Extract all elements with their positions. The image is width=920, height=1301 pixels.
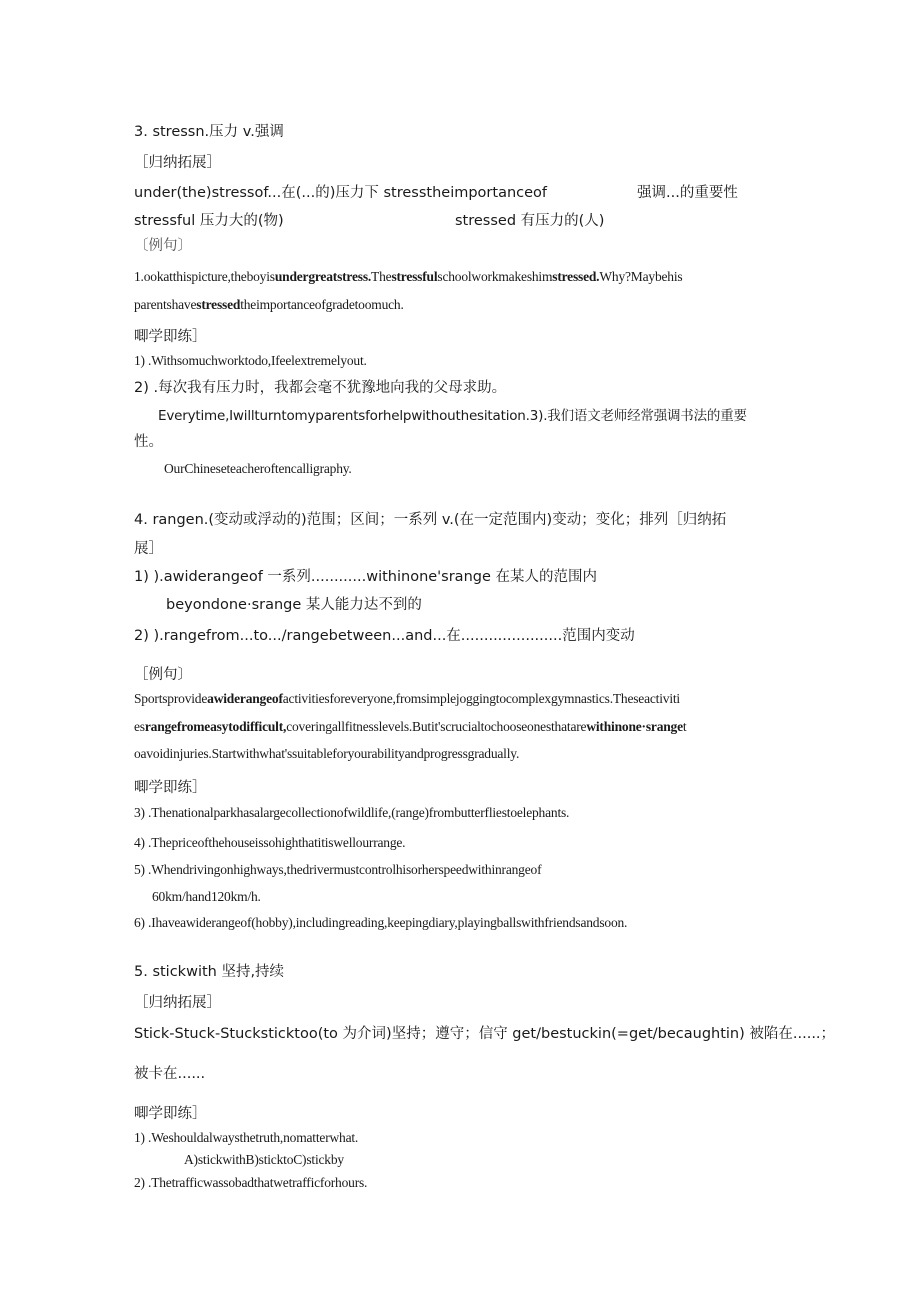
section5-practice-1: 1) .Weshouldalwaysthetruth,nomatterwhat.	[134, 1130, 359, 1145]
section5-practice-1-options: A)stickwithB)sticktoC)stickby	[184, 1152, 344, 1167]
section4-item2: 2) ).rangefrom...to.../rangebetween...and...在......................范围内变动	[134, 628, 635, 644]
section4-example-label: ［例句〕	[134, 667, 192, 683]
section3-heading: 3. stressn.压力 v.强调	[134, 124, 284, 140]
text-run: es	[134, 719, 145, 734]
text-run: The	[371, 269, 392, 284]
section4-practice-4: 4) .Thepriceofthehouseissohighthatitiswellourrange.	[134, 835, 406, 850]
section3-practice-2-en: Everytime,Iwillturntomyparentsforhelpwithouthesitation.3).我们语文老师经常强调书法的重要	[158, 408, 747, 424]
section5-expand-label: ［归纳拓展］	[134, 995, 221, 1011]
text-run: Why?Maybehis	[599, 269, 683, 284]
section3-practice-3-en: OurChineseteacheroftencalligraphy.	[164, 461, 352, 476]
bold-phrase: withinone·srange	[586, 719, 683, 734]
text-run: oavoidinjuries.Startwithwhat'ssuitableforyourabilityandprogressgradually.	[134, 746, 520, 761]
text-run: Sportsprovide	[134, 691, 208, 706]
section4-heading-line2: 展］	[134, 541, 163, 557]
text-run: 1.ookatthispicture,theboyis	[134, 269, 275, 284]
section3-expand-line1-right: 强调...的重要性	[637, 185, 738, 201]
bold-phrase: stressful	[391, 269, 438, 284]
section5-expand-line1: Stick-Stuck-Stucksticktoo(to 为介词)坚持；遵守；信守 get/bestuckin(=get/becaughtin) 被陷在......；	[134, 1026, 836, 1042]
bold-phrase: awiderangeof	[207, 691, 283, 706]
section3-practice-1: 1) .Withsomuchworktodo,Ifeelextremelyout.	[134, 353, 367, 368]
section5-practice-2: 2) .Thetrafficwassobadthatwetrafficforhours.	[134, 1175, 368, 1190]
text-run: schoolworkmakeshim	[437, 269, 553, 284]
text-run: parentshave	[134, 297, 197, 312]
section4-item1: 1) ).awiderangeof 一系列............withinone'srange 在某人的范围内	[134, 569, 597, 585]
text-run: theimportanceofgradetoomuch.	[240, 297, 404, 312]
bold-phrase: rangefromeasytodifficult,	[144, 719, 287, 734]
section3-example-line2	[134, 296, 404, 314]
bold-phrase: stressed.	[552, 269, 600, 284]
section3-practice-2-cont: 性。	[134, 434, 163, 450]
section3-expand-line2-right: stressed 有压力的(人)	[455, 213, 605, 229]
section3-example-label: 〔例句〕	[134, 238, 192, 254]
section4-item1b: beyondone·srange 某人能力达不到的	[166, 597, 422, 613]
bold-phrase: undergreatstress.	[274, 269, 372, 284]
section3-practice-2: 2) .每次我有压力时，我都会毫不犹豫地向我的父母求助。	[134, 380, 507, 396]
section4-example-line2	[134, 718, 686, 736]
section3-expand-line1-left: under(the)stressof...在(...的)压力下 stresstheimportanceof	[134, 185, 548, 201]
section4-heading-line1: 4. rangen.(变动或浮动的)范围；区间；一系列 v.(在一定范围内)变动；变化；排列［归纳拓	[134, 512, 727, 528]
section4-practice-label: 唧学即练］	[134, 780, 207, 796]
section3-expand-label: ［归纳拓展］	[134, 155, 221, 171]
section4-practice-6: 6) .Ihaveawiderangeof(hobby),includingreading,keepingdiary,playingballswithfriendsandsoon.	[134, 915, 628, 930]
section4-example-line1	[134, 690, 680, 708]
bold-phrase: stressed	[196, 297, 241, 312]
text-run: t	[682, 719, 687, 734]
text-run: activitiesforeveryone,fromsimplejoggingtocomplexgymnastics.Theseactiviti	[282, 691, 680, 706]
section5-heading: 5. stickwith 坚持,持续	[134, 964, 285, 980]
section5-practice-label: 唧学即练］	[134, 1106, 207, 1122]
section4-example-line3	[134, 745, 519, 763]
section3-practice-label: 唧学即练］	[134, 329, 207, 345]
text-run: coveringallfitnesslevels.Butit'scrucialtochooseonesthatare	[286, 719, 587, 734]
section5-expand-line2: 被卡在......	[134, 1066, 206, 1082]
section3-example-line1	[134, 268, 682, 286]
section4-practice-5b: 60km/hand120km/h.	[152, 889, 261, 904]
section4-practice-5: 5) .Whendrivingonhighways,thedrivermustcontrolhisorherspeedwithinrangeof	[134, 862, 542, 877]
section3-expand-line2-left: stressful 压力大的(物)	[134, 213, 284, 229]
section4-practice-3: 3) .Thenationalparkhasalargecollectionofwildlife,(range)frombutterfliestoelephants.	[134, 805, 570, 820]
